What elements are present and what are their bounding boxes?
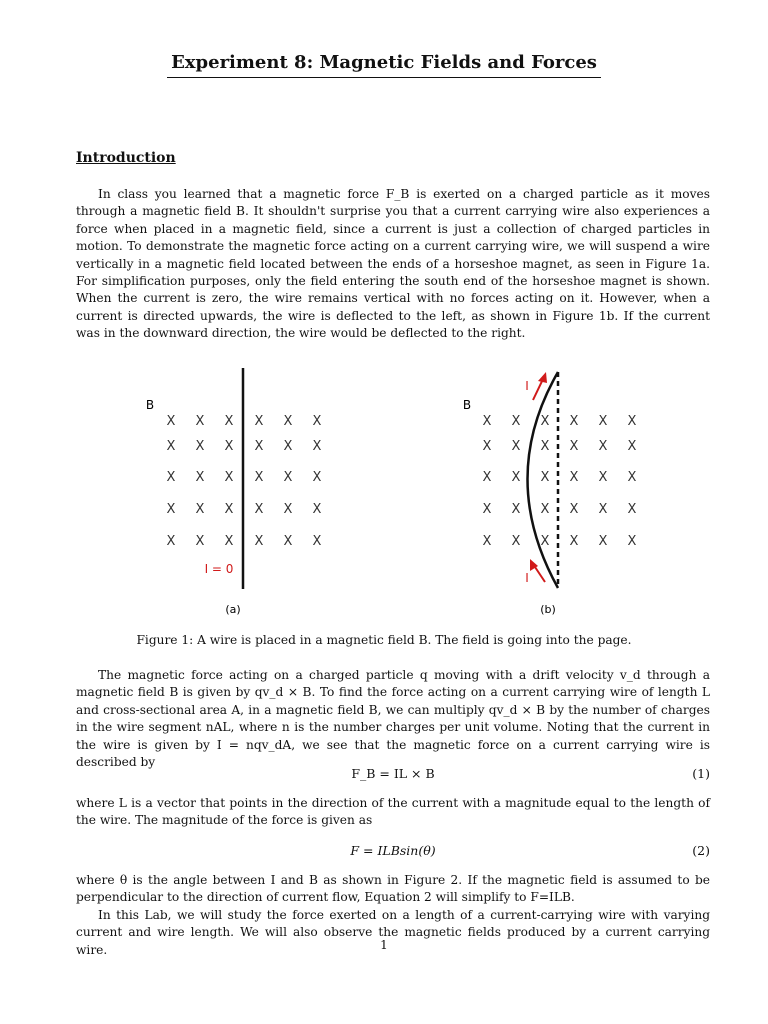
figure-1a <box>146 368 322 616</box>
subfigure-b-label: (b) <box>540 603 556 616</box>
field-mark: X <box>482 502 492 517</box>
field-mark: X <box>254 502 264 517</box>
field-mark: X <box>312 502 322 517</box>
field-mark: X <box>598 439 608 454</box>
field-mark: X <box>482 470 492 485</box>
current-zero-label: I = 0 <box>204 562 234 576</box>
field-mark: X <box>283 414 293 429</box>
field-mark: X <box>569 414 579 429</box>
field-mark: X <box>283 470 293 485</box>
field-mark: X <box>540 439 550 454</box>
field-mark: X <box>224 534 234 549</box>
field-mark: X <box>254 439 264 454</box>
paragraph-vector-l: where L is a vector that points in the direction of the current with a magnitude equal to the length of the wire. The magnitude of the force is given as <box>76 796 710 828</box>
field-mark: X <box>569 534 579 549</box>
field-mark: X <box>569 439 579 454</box>
field-mark: X <box>540 502 550 517</box>
field-mark: X <box>166 470 176 485</box>
field-mark: X <box>511 470 521 485</box>
paragraph-lab: In this Lab, we will study the force exerted on a length of a current-carrying wire with varying current and wire length. We will also observe the magnetic fields produced by a current carrying wire. <box>76 908 710 957</box>
subfigure-a-label: (a) <box>225 603 241 616</box>
field-mark: X <box>166 534 176 549</box>
field-mark: X <box>283 534 293 549</box>
field-mark: X <box>283 439 293 454</box>
field-mark: X <box>312 470 322 485</box>
field-mark: X <box>482 414 492 429</box>
field-mark: X <box>195 534 205 549</box>
field-mark: X <box>312 534 322 549</box>
field-mark: X <box>195 439 205 454</box>
field-mark: X <box>540 470 550 485</box>
equation-2-number: (2) <box>692 843 710 858</box>
field-mark: X <box>166 439 176 454</box>
field-mark: X <box>511 414 521 429</box>
field-mark: X <box>540 534 550 549</box>
field-mark: X <box>224 439 234 454</box>
equation-1-number: (1) <box>692 766 710 781</box>
field-mark: X <box>511 502 521 517</box>
equation-1-body: F_B = IL × B <box>351 766 435 781</box>
field-label-b: B <box>462 398 472 412</box>
field-mark: X <box>195 502 205 517</box>
field-mark: X <box>482 439 492 454</box>
field-mark: X <box>569 502 579 517</box>
field-mark: X <box>195 414 205 429</box>
paragraph-force: The magnetic force acting on a charged particle q moving with a drift velocity v_d through a magnetic field B is given by qv_d × B. To find the force acting on a current carrying wire of length L and cross-sectional area A, in a magnetic field B, we can multiply qv_d × B by the number of charges in the wire segment nAL, where n is the number charges per unit volume. Noting that the current in the wire is given by I = nqv_dA, we see that the magnetic force on a current carrying wire is described by <box>76 668 710 770</box>
section-heading: Introduction <box>76 150 176 166</box>
field-mark: X <box>224 470 234 485</box>
field-mark: X <box>254 534 264 549</box>
field-mark: X <box>627 502 637 517</box>
field-mark: X <box>482 534 492 549</box>
field-mark: X <box>627 534 637 549</box>
field-mark: X <box>166 414 176 429</box>
paragraph-angle: where θ is the angle between I and B as shown in Figure 2. If the magnetic field is assumed to be perpendicular to the direction of current flow, Equation 2 will simplify to F=ILB. <box>76 873 710 905</box>
field-mark: X <box>598 534 608 549</box>
field-mark: X <box>511 534 521 549</box>
current-label-top: I <box>525 379 529 393</box>
field-mark: X <box>511 439 521 454</box>
field-mark: X <box>627 439 637 454</box>
field-mark: X <box>627 470 637 485</box>
field-mark: X <box>540 414 550 429</box>
field-mark: X <box>224 502 234 517</box>
current-arrow-top-head <box>538 372 547 383</box>
field-mark: X <box>598 414 608 429</box>
figure-caption: Figure 1: A wire is placed in a magnetic field B. The field is going into the page. <box>136 633 632 647</box>
field-mark: X <box>224 414 234 429</box>
page-number: 1 <box>380 938 388 952</box>
field-mark: X <box>312 439 322 454</box>
field-mark: X <box>569 470 579 485</box>
equation-2-body: F = ILBsin(θ) <box>350 843 436 858</box>
field-mark: X <box>598 470 608 485</box>
field-label-a: B <box>145 398 155 412</box>
field-mark: X <box>598 502 608 517</box>
field-mark: X <box>166 502 176 517</box>
intro-paragraph: In class you learned that a magnetic force F_B is exerted on a charged particle as it moves through a magnetic field B. It shouldn't surprise you that a current carrying wire also experiences a force when placed in a magnetic field, since a current is just a collection of charged particles in motion. To demonstrate the magnetic force acting on a current carrying wire, we will suspend a wire vertically in a magnetic field located between the ends of a horseshoe magnet, as seen in Figure 1a. For simplification purposes, only the field entering the south end of the horseshoe magnet is shown. When the current is zero, the wire remains vertical with no forces acting on it. However, when a current is directed upwards, the wire is deflected to the left, as shown in Figure 1b. If the current was in the downward direction, the wire would be deflected to the right. <box>76 187 710 341</box>
field-mark: X <box>195 470 205 485</box>
field-mark: X <box>254 470 264 485</box>
figure-1b <box>463 372 637 616</box>
field-mark: X <box>254 414 264 429</box>
current-label-bottom: I <box>525 571 529 585</box>
figure-1 <box>0 360 768 620</box>
field-mark: X <box>627 414 637 429</box>
page-title: Experiment 8: Magnetic Fields and Forces <box>0 52 768 73</box>
field-mark: X <box>312 414 322 429</box>
field-mark: X <box>283 502 293 517</box>
